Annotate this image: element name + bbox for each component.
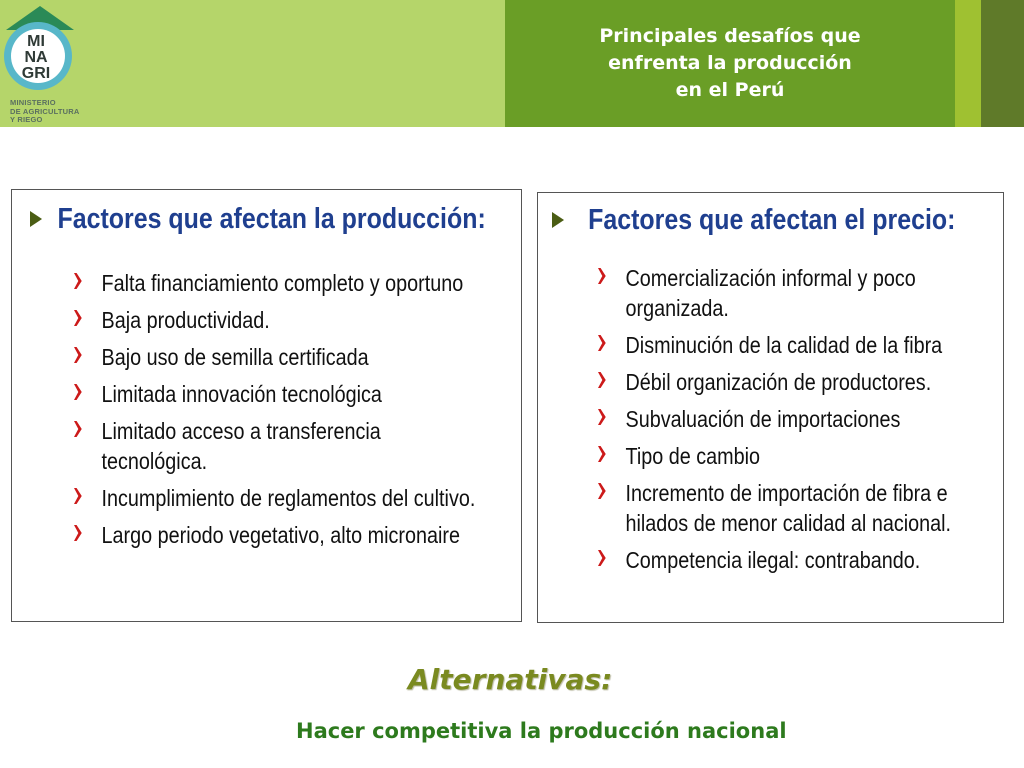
production-factors-heading xyxy=(30,202,486,236)
logo-mark-line-3: GRI xyxy=(21,65,51,82)
slide-title-line: enfrenta la producción xyxy=(608,52,852,74)
red-arrow-bullet-icon xyxy=(598,335,607,351)
list-item-text: Limitado acceso a transferencia tecnológica. xyxy=(101,418,381,474)
list-item xyxy=(598,367,976,397)
list-item-text: Limitada innovación tecnológica xyxy=(101,381,382,407)
header-stripe-olive xyxy=(981,0,1024,127)
price-factors-list xyxy=(598,263,1024,582)
list-item xyxy=(598,330,976,360)
list-item-text: Subvaluación de importaciones xyxy=(625,406,901,432)
slide-title-line: en el Perú xyxy=(675,79,785,101)
logo-caption-line: DE AGRICULTURA xyxy=(10,106,80,116)
logo-mark-line-2: NA xyxy=(24,49,48,66)
list-item-text: Incumplimiento de reglamentos del cultivo. xyxy=(101,485,476,511)
list-item xyxy=(598,545,976,575)
logo-mark-icon xyxy=(2,2,102,102)
triangle-right-icon xyxy=(30,211,42,227)
red-arrow-bullet-icon xyxy=(598,483,607,499)
logo-caption-line: MINISTERIO xyxy=(10,98,56,107)
price-factors-heading xyxy=(552,203,955,237)
list-item-text: Disminución de la calidad de la fibra xyxy=(625,332,943,358)
list-item xyxy=(598,441,976,471)
red-arrow-bullet-icon xyxy=(74,384,83,400)
list-item-text: Largo periodo vegetativo, alto micronaire xyxy=(101,522,460,548)
logo-caption xyxy=(10,99,79,125)
list-item-text: Débil organización de productores. xyxy=(625,369,932,395)
slide-title xyxy=(599,23,860,104)
list-item xyxy=(74,416,478,476)
list-item-text: Tipo de cambio xyxy=(625,443,761,469)
production-factors-panel xyxy=(11,189,522,622)
alternatives-title: Alternativas: xyxy=(408,663,613,696)
alternatives-text: Hacer competitiva la producción nacional xyxy=(296,719,787,743)
list-item xyxy=(74,520,478,550)
list-item xyxy=(74,268,478,298)
red-arrow-bullet-icon xyxy=(598,446,607,462)
red-arrow-bullet-icon xyxy=(598,268,607,284)
red-arrow-bullet-icon xyxy=(74,421,83,437)
logo-caption-line: Y RIEGO xyxy=(10,115,43,124)
red-arrow-bullet-icon xyxy=(598,409,607,425)
list-item xyxy=(74,483,478,513)
list-item-text: Bajo uso de semilla certificada xyxy=(101,344,369,370)
price-factors-heading-text: Factores que afectan el precio: xyxy=(588,204,956,236)
production-factors-heading-text: Factores que afectan la producción: xyxy=(57,203,486,235)
list-item-text: Comercialización informal y poco organizada. xyxy=(625,265,916,321)
red-arrow-bullet-icon xyxy=(74,525,83,541)
price-factors-panel xyxy=(537,192,1004,623)
list-item xyxy=(74,342,478,372)
title-panel xyxy=(505,0,955,127)
list-item xyxy=(74,305,478,335)
list-item xyxy=(74,379,478,409)
red-arrow-bullet-icon xyxy=(598,372,607,388)
list-item-text: Incremento de importación de fibra e hilados de menor calidad al nacional. xyxy=(625,480,952,536)
triangle-right-icon xyxy=(552,212,564,228)
list-item-text: Falta financiamiento completo y oportuno xyxy=(101,270,464,296)
red-arrow-bullet-icon xyxy=(598,550,607,566)
red-arrow-bullet-icon xyxy=(74,310,83,326)
list-item-text: Competencia ilegal: contrabando. xyxy=(625,547,921,573)
list-item-text: Baja productividad. xyxy=(101,307,270,333)
logo-mark-line-1: MI xyxy=(27,33,45,50)
list-item xyxy=(598,404,976,434)
slide-title-line: Principales desafíos que xyxy=(599,25,861,47)
list-item xyxy=(598,478,976,538)
red-arrow-bullet-icon xyxy=(74,347,83,363)
red-arrow-bullet-icon xyxy=(74,273,83,289)
header-stripe-lime xyxy=(955,0,981,127)
list-item xyxy=(598,263,976,323)
red-arrow-bullet-icon xyxy=(74,488,83,504)
production-factors-list xyxy=(74,268,544,557)
